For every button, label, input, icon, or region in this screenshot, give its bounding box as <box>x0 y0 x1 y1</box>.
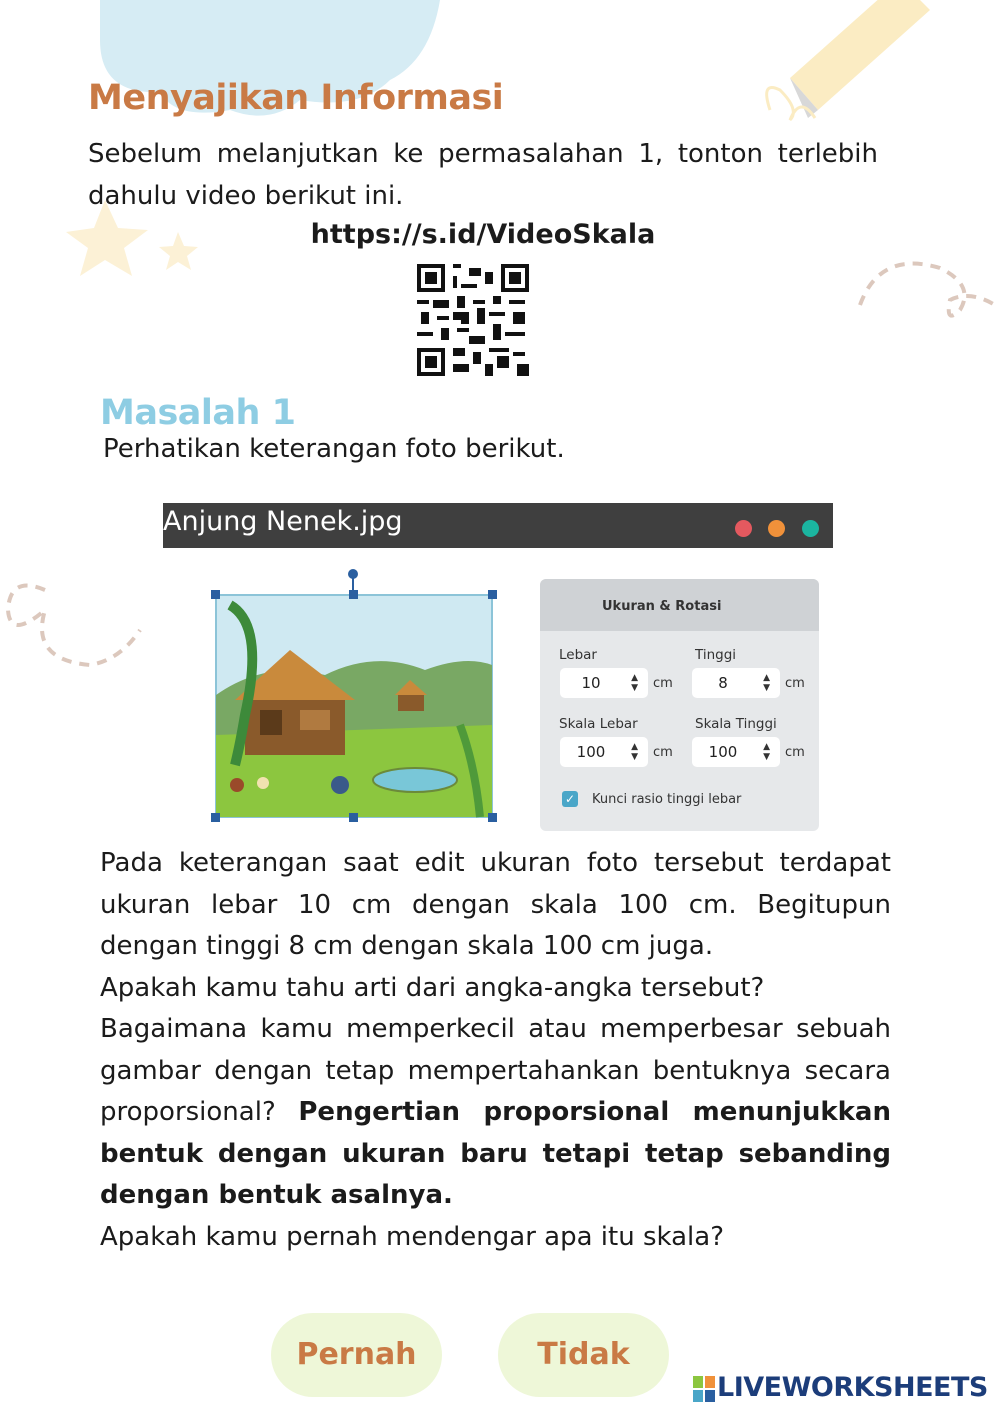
body-paragraph-2: Apakah kamu tahu arti dari angka-angka tersebut? <box>100 972 765 1003</box>
scale-height-value: 100 <box>708 743 738 761</box>
width-stepper[interactable] <box>560 668 648 698</box>
scale-width-unit: cm <box>653 745 673 760</box>
scale-width-label: Skala Lebar <box>559 716 638 732</box>
intro-text: Sebelum melanjutkan ke permasalahan 1, tonton terlebih dahulu video berikut ini. <box>88 139 878 211</box>
problem-title: Masalah 1 <box>100 393 296 433</box>
stepper-arrows-icon[interactable]: ▲ ▼ <box>763 673 770 693</box>
height-label: Tinggi <box>695 647 737 663</box>
liveworksheets-logo-icon <box>693 1376 715 1402</box>
body-paragraph-3-text: Bagaimana kamu memperkecil atau memperbesar sebuah gambar dengan tetap mempertahankan bentuknya secara proporsional? <box>100 1014 891 1127</box>
window-titlebar <box>163 503 833 548</box>
height-value: 8 <box>718 674 728 692</box>
proportional-definition: Pengertian proporsional menunjukkan bentuk dengan ukuran baru tetapi tetap sebanding dengan bentuk asalnya. <box>100 1097 891 1210</box>
qr-code-icon <box>417 264 529 376</box>
height-stepper[interactable] <box>692 668 780 698</box>
scale-height-unit: cm <box>785 745 805 760</box>
size-rotation-panel <box>540 579 819 831</box>
stepper-arrows-icon[interactable]: ▲ ▼ <box>631 742 638 762</box>
farm-hut-photo <box>205 565 505 827</box>
minimize-dot-icon <box>768 520 785 537</box>
scale-height-stepper[interactable] <box>692 737 780 767</box>
answer-yes-button[interactable]: Pernah <box>271 1313 442 1397</box>
close-dot-icon <box>735 520 752 537</box>
answer-no-button[interactable]: Tidak <box>498 1313 669 1397</box>
panel-header <box>540 579 819 631</box>
brand-name: LIVEWORKSHEETS <box>717 1372 988 1403</box>
stepper-arrows-icon[interactable]: ▲ ▼ <box>631 673 638 693</box>
stepper-arrows-icon[interactable]: ▲ ▼ <box>763 742 770 762</box>
video-link[interactable]: https://s.id/VideoSkala <box>310 219 656 250</box>
lock-ratio-checkbox[interactable]: ✓ <box>562 791 578 807</box>
scale-width-stepper[interactable] <box>560 737 648 767</box>
panel-title: Ukuran & Rotasi <box>602 599 722 614</box>
width-value: 10 <box>581 674 601 692</box>
body-text <box>100 843 891 1258</box>
body-paragraph-4: Apakah kamu pernah mendengar apa itu skala? <box>100 1221 724 1252</box>
dashed-arrow-right <box>860 264 995 316</box>
dashed-arrow-left <box>8 586 140 666</box>
problem-instruction: Perhatikan keterangan foto berikut. <box>103 434 565 464</box>
body-paragraph-1: Pada keterangan saat edit ukuran foto tersebut terdapat ukuran lebar 10 cm dengan skala 100 cm. Begitupun dengan tinggi 8 cm dengan skala 100 cm juga. <box>100 848 891 961</box>
maximize-dot-icon <box>802 520 819 537</box>
window-filename: Anjung Nenek.jpg <box>163 506 403 537</box>
pencil-icon <box>790 0 930 118</box>
height-unit: cm <box>785 676 805 691</box>
body-paragraph-3 <box>100 1009 891 1217</box>
width-label: Lebar <box>559 647 597 663</box>
width-unit: cm <box>653 676 673 691</box>
scale-height-label: Skala Tinggi <box>695 716 777 732</box>
lock-ratio-label: Kunci rasio tinggi lebar <box>592 792 742 807</box>
scale-width-value: 100 <box>576 743 606 761</box>
section-title: Menyajikan Informasi <box>88 78 504 118</box>
